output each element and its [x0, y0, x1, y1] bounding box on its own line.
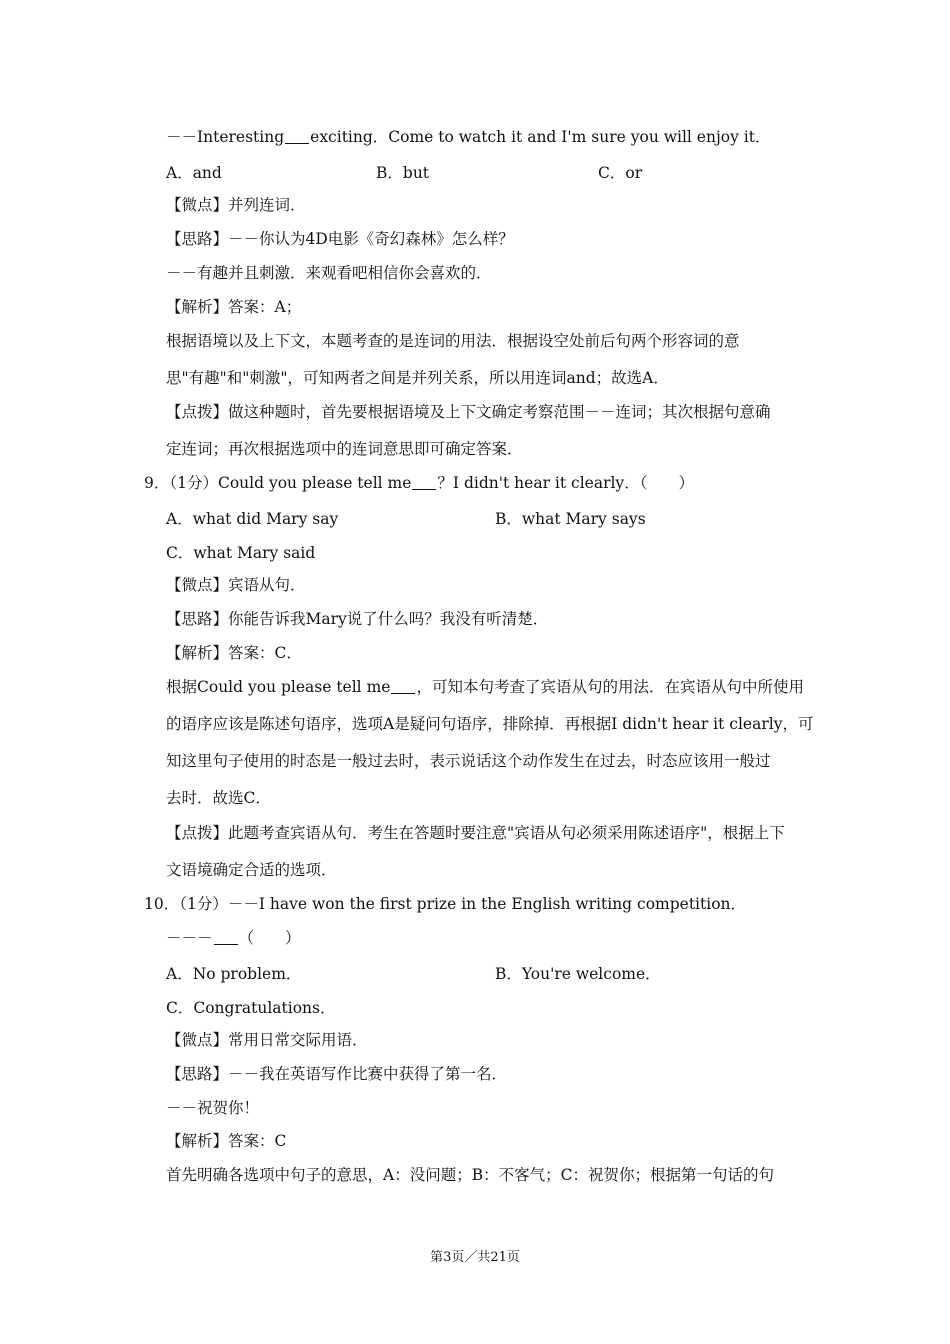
q8-option-c: C．or	[598, 164, 643, 182]
q8-answer-line: －－Interesting exciting．Come to watch it and I'm sure you will enjoy it．	[166, 128, 771, 146]
q8-option-a: A．and	[166, 164, 222, 182]
q8-weidian: 【微点】并列连词．	[166, 196, 306, 214]
q9-dianbo-1: 【点拨】此题考查宾语从句．考生在答题时要注意"宾语从句必须采用陈述语序"，根据上下	[166, 824, 785, 842]
blank	[214, 930, 238, 945]
q8-explanation-2: 思"有趣"和"刺激"，可知两者之间是并列关系，所以用连词and；故选A．	[166, 369, 669, 387]
blank	[285, 129, 309, 144]
q8-explanation-1: 根据语境以及上下文，本题考查的是连词的用法．根据设空处前后句两个形容词的意	[166, 332, 740, 350]
q8-silu-2: －－有趣并且刺激．来观看吧相信你会喜欢的．	[166, 264, 492, 282]
q9-option-a: A．what did Mary say	[166, 510, 339, 528]
page-footer: 第3页／共21页	[430, 1250, 520, 1265]
q8-silu: 【思路】－－你认为4D电影《奇幻森林》怎么样？	[166, 230, 514, 248]
q10-silu: 【思路】－－我在英语写作比赛中获得了第一名．	[166, 1065, 508, 1083]
q9-explanation-1: 根据Could you please tell me ，可知本句考查了宾语从句的用法．在宾语从句中所使用	[166, 678, 804, 696]
q9-jiexi: 【解析】答案：C．	[166, 644, 302, 662]
q9-silu: 【思路】你能告诉我Mary说了什么吗？我没有听清楚．	[166, 610, 549, 628]
q9-explanation-3: 知这里句子使用的时态是一般过去时，表示说话这个动作发生在过去，时态应该用一般过	[166, 752, 771, 770]
q10-silu-2: －－祝贺你！	[166, 1099, 260, 1117]
blank	[391, 679, 415, 694]
q9-explanation-4: 去时．故选C．	[166, 789, 271, 807]
q10-option-a: A．No problem．	[166, 965, 302, 983]
q9-option-b: B．what Mary says	[495, 510, 646, 528]
q9-option-c: C．what Mary said	[166, 544, 316, 562]
q8-dianbo-2: 定连词；再次根据选项中的连词意思即可确定答案．	[166, 440, 523, 458]
q10-option-b: B．You're welcome．	[495, 965, 661, 983]
q8-dianbo-1: 【点拨】做这种题时，首先要根据语境及上下文确定考察范围－－连词；其次根据句意确	[166, 403, 771, 421]
q10-explanation-1: 首先明确各选项中句子的意思，A：没问题；B：不客气；C：祝贺你；根据第一句话的句	[166, 1166, 774, 1184]
blank	[412, 475, 436, 490]
q8-option-b: B．but	[376, 164, 430, 182]
q9-dianbo-2: 文语境确定合适的选项．	[166, 861, 337, 879]
q9-explanation-2: 的语序应该是陈述句语序，选项A是疑问句语序，排除掉．再根据I didn't hear it clearly，可	[166, 715, 814, 733]
q9-weidian: 【微点】宾语从句．	[166, 576, 306, 594]
q10-stem: 10．（1分）－－I have won the first prize in the English writing competition．	[144, 895, 747, 913]
q8-jiexi: 【解析】答案：A；	[166, 298, 302, 316]
q9-stem: 9．（1分）Could you please tell me ？I didn't hear it clearly．（ ）	[144, 474, 694, 492]
q10-reply-line: －－－ （ ）	[166, 929, 301, 947]
q10-option-c: C．Congratulations．	[166, 999, 336, 1017]
q10-weidian: 【微点】常用日常交际用语．	[166, 1031, 368, 1049]
q10-jiexi: 【解析】答案：C	[166, 1132, 287, 1150]
